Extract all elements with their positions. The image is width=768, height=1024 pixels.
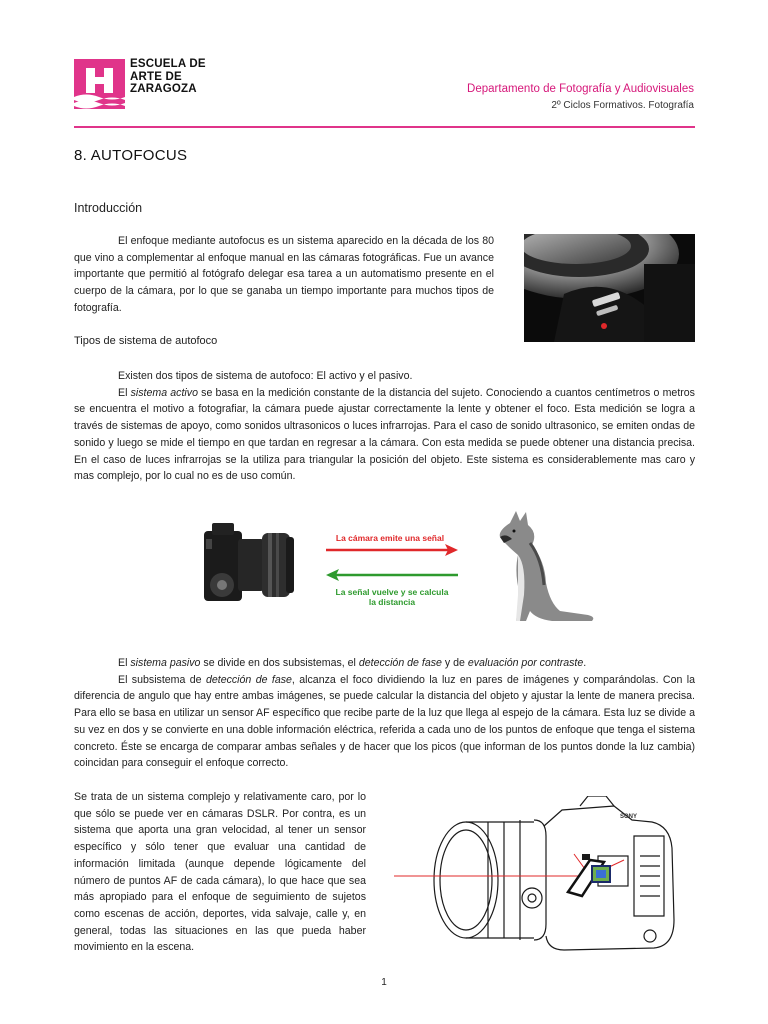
passive-p1-a: El bbox=[118, 657, 131, 669]
return-label-line-2: la distancia bbox=[368, 597, 416, 607]
passive-term: sistema pasivo bbox=[130, 657, 201, 669]
passive-p1-d: . bbox=[583, 657, 587, 669]
school-name bbox=[130, 58, 206, 96]
camera-lens-photo bbox=[524, 234, 695, 342]
passive-p1-b: se divide en dos subsistemas, el bbox=[200, 657, 359, 669]
types-intro-paragraph: Existen dos tipos de sistema de autofoco: El activo y el pasivo. bbox=[118, 370, 413, 382]
section-title: 8. AUTOFOCUS bbox=[74, 147, 188, 164]
types-text bbox=[74, 368, 695, 485]
course-cycle: 2º Ciclos Formativos. Fotografía bbox=[551, 100, 694, 111]
intro-paragraph: El enfoque mediante autofocus es un sistema aparecido en la década de los 80 que vino a complementar al enfoque manual en las cámaras fotográficas. Fue un avance importante que permitió al fotógrafo delegar esa tarea a un automatismo presente en el cuerpo de la cámara, por lo que se ganaba un tiempo importante para muchos tipos de fotografía. bbox=[74, 235, 494, 314]
school-name-line-3: ZARAGOZA bbox=[130, 83, 197, 95]
dslr-phase-detection-diagram bbox=[384, 796, 695, 966]
phase-detection-summary-paragraph: Se trata de un sistema complejo y relativamente caro, por lo que sólo se puede ver en cámaras DSLR. Por contra, es un sistema que aporta una gran velocidad, al tener un sensor específico y sólo tener que evaluar una cantidad de información limitada (aunque depende lógicamente del número de puntos AF de cada cámara), lo que hace que sea más apropiado para el enfoque de seguimiento de sujetos como escenas de acción, deportes, vida salvaje, calle y, en general, todas las situaciones en las que pueda haber movimiento en la escena. bbox=[74, 791, 366, 954]
passive-p1-c: y de bbox=[441, 657, 468, 669]
return-label-line-1: La señal vuelve y se calcula bbox=[335, 587, 449, 597]
active-autofocus-diagram bbox=[200, 503, 605, 625]
types-heading: Tipos de sistema de autofoco bbox=[74, 335, 218, 347]
passive-text bbox=[74, 655, 695, 772]
active-system-paragraph bbox=[74, 385, 695, 485]
emit-label: La cámara emite una señal bbox=[335, 533, 445, 543]
active-pre: El bbox=[118, 386, 131, 399]
school-name-line-1: ESCUELA DE bbox=[130, 58, 206, 70]
school-logo-icon bbox=[74, 59, 125, 109]
header-divider bbox=[74, 126, 695, 128]
intro-heading: Introducción bbox=[74, 201, 143, 215]
phase-detection-term-2: detección de fase bbox=[205, 673, 292, 686]
camera-brand-label: SONY bbox=[620, 814, 638, 820]
dslr-camera-icon bbox=[204, 523, 294, 601]
school-name-line-2: ARTE DE bbox=[130, 70, 182, 83]
active-post: se basa en la medición constante de la distancia del sujeto. Conociendo a cuantos centímetros o metros se encuentra el motivo a fotografiar, la cámara puede ajustar correctamente la lente y obtener el foco. Esta medición se logra a través de sistemas de apoyo, como sonidos ultrasonicos o luces infrarrojas. Para el caso de sonido ultrasonico, se emiten ondas de sonido y luego se mide el tiempo en que tardan en regresar a la cámara. Con esta medida se puede obtener una distancia precisa. En el caso de luces infrarrojas se la utiliza para triangular la posición del objeto. Este sistema es considerablemente mas caro y mas complejo, por lo cual no es de uso común. bbox=[74, 386, 695, 483]
passive-p2-a: El subsistema de bbox=[118, 673, 206, 686]
department-name: Departamento de Fotografía y Audiovisuales bbox=[467, 83, 694, 95]
phase-detection-paragraph bbox=[74, 672, 695, 772]
page-number: 1 bbox=[381, 977, 387, 988]
dog-subject-icon bbox=[500, 511, 594, 621]
passive-p2-b: , alcanza el foco dividiendo la luz en pares de imágenes y comparándolas. Con la diferencia de angulo que hay entre ambas imágenes, se puede calcular la distancia del objeto y ajustar la lente de manera precisa. Para ello se basa en utilizar un sensor AF específico que recibe parte de la luz que llega al espejo de la cámara. Esta luz se divide a su vez en dos y se convierte en una doble información eléctrica, referida a cada uno de los puntos de enfoque que tenga el sistema concreto. Éste se encarga de comparar ambas señales y de hacer que los picos (que informan de los puntos donde la luz cambia) coincidan para conseguir el enfoque correcto. bbox=[74, 673, 695, 770]
passive-intro-paragraph bbox=[74, 655, 695, 672]
contrast-term: evaluación por contraste bbox=[467, 657, 584, 669]
phase-detection-term: detección de fase bbox=[358, 657, 442, 669]
active-term: sistema activo bbox=[130, 386, 198, 399]
